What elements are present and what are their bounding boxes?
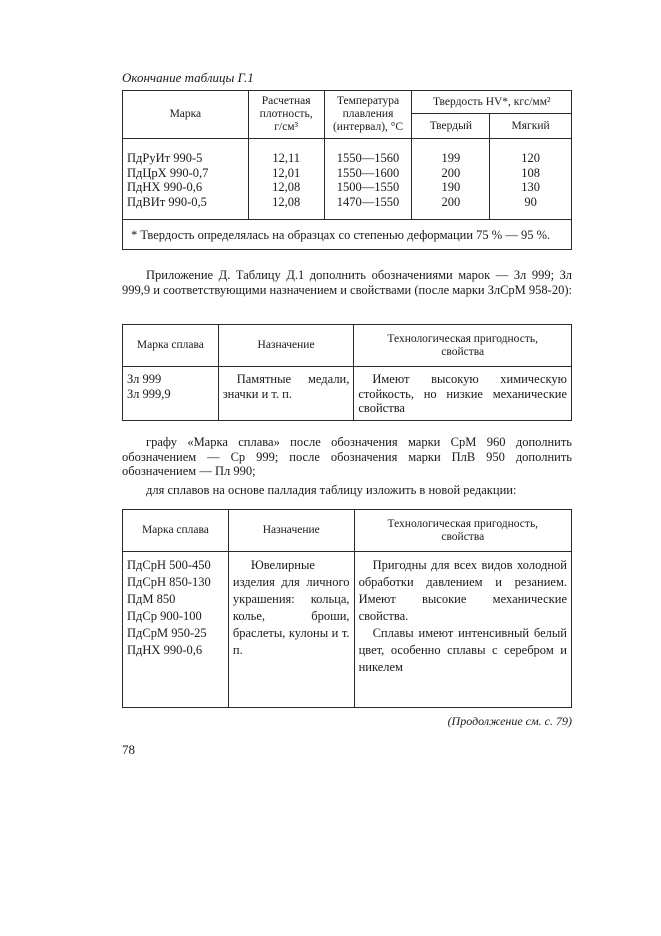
cell-density: 12,08 bbox=[272, 194, 301, 209]
cell-hard: 200 bbox=[441, 194, 461, 209]
column-temperature bbox=[324, 139, 412, 220]
header-alloy-mark: Марка сплава bbox=[123, 510, 229, 552]
paragraph-appendix-d: Приложение Д. Таблицу Д.1 дополнить обозначениями марок — Зл 999; Зл 999,9 и соответствующими назначением и свойствами (после марки ЗлСрМ 958-20): bbox=[122, 268, 572, 297]
cell-alloy-marks: Зл 999 Зл 999,9 bbox=[123, 367, 219, 421]
cell-temp: 1500—1550 bbox=[336, 180, 400, 194]
table-g1 bbox=[122, 90, 572, 250]
table-d1-additions bbox=[122, 324, 572, 421]
header-mark: Марка bbox=[123, 91, 249, 139]
cell-temp: 1550—1560 bbox=[336, 151, 400, 165]
cell-hard: 190 bbox=[441, 180, 461, 194]
cell-temp: 1550—1600 bbox=[336, 165, 400, 180]
cell-hard: 200 bbox=[441, 165, 461, 180]
cell-density: 12,11 bbox=[272, 151, 300, 165]
paragraph-palladium: для сплавов на основе палладия таблицу изложить в новой редакции: bbox=[146, 483, 517, 497]
header-alloy-mark: Марка сплава bbox=[123, 325, 219, 367]
cell-mark: ПдНХ 990-0,6 bbox=[127, 180, 203, 194]
table-palladium-alloys bbox=[122, 509, 572, 708]
column-marks bbox=[123, 139, 249, 220]
cell-hard: 199 bbox=[441, 151, 461, 165]
cell-density: 12,01 bbox=[272, 165, 301, 180]
table-footnote: * Твердость определялась на образцах со степенью деформации 75 % — 95 %. bbox=[123, 220, 572, 250]
column-hard bbox=[412, 139, 490, 220]
cell-properties: Имеют высокую химическую стойкость, но низкие механические свойства bbox=[354, 367, 572, 421]
cell-density: 12,08 bbox=[272, 180, 301, 194]
paragraph-column-update: графу «Марка сплава» после обозначения марки СрМ 960 дополнить обозначением — Ср 999; после обозначения марки ПлВ 950 дополнить обозначением — Пл 990; bbox=[122, 435, 572, 478]
cell-soft: 130 bbox=[521, 180, 540, 194]
cell-pd-purpose: Ювелирные изделия для личного украшения: кольца, колье, броши, браслеты, кулоны и т. п. bbox=[228, 552, 354, 708]
cell-soft: 90 bbox=[524, 194, 537, 209]
header-hardness: Твердость HV*, кгс/мм² bbox=[412, 91, 572, 114]
page-number: 78 bbox=[122, 742, 135, 757]
header-density: Расчетная плотность, г/см³ bbox=[248, 91, 324, 139]
cell-mark: ПдВИт 990-0,5 bbox=[127, 194, 207, 209]
column-density bbox=[248, 139, 324, 220]
cell-pd-properties: Пригодны для всех видов холодной обработки давлением и резанием. Имеют высокие механические свойства. Сплавы имеют интенсивный белый цвет, особенно сплавы с серебром и никелем bbox=[354, 552, 571, 708]
header-suitability: Технологическая пригодность, свойства bbox=[354, 510, 571, 552]
header-temperature: Температура плавления (интервал), °C bbox=[324, 91, 412, 139]
cell-soft: 120 bbox=[521, 151, 540, 165]
cell-soft: 108 bbox=[521, 165, 540, 180]
cell-pd-marks: ПдСрН 500-450 ПдСрН 850-130 ПдМ 850 ПдСр 900-100 ПдСрМ 950-25 ПдНХ 990-0,6 bbox=[123, 552, 229, 708]
cell-purpose: Памятные медали, значки и т. п. bbox=[218, 367, 354, 421]
header-soft: Мягкий bbox=[490, 114, 572, 139]
continuation-note: (Продолжение см. с. 79) bbox=[447, 714, 572, 728]
header-purpose: Назначение bbox=[228, 510, 354, 552]
column-soft bbox=[490, 139, 572, 220]
header-suitability: Технологическая пригодность, свойства bbox=[354, 325, 572, 367]
cell-mark: ПдЦрХ 990-0,7 bbox=[127, 165, 209, 180]
table-caption: Окончание таблицы Г.1 bbox=[122, 70, 254, 85]
cell-temp: 1470—1550 bbox=[336, 194, 400, 209]
cell-mark: ПдРуИт 990-5 bbox=[127, 151, 203, 165]
header-purpose: Назначение bbox=[218, 325, 354, 367]
table-g1-body bbox=[123, 139, 572, 220]
header-hard: Твердый bbox=[412, 114, 490, 139]
